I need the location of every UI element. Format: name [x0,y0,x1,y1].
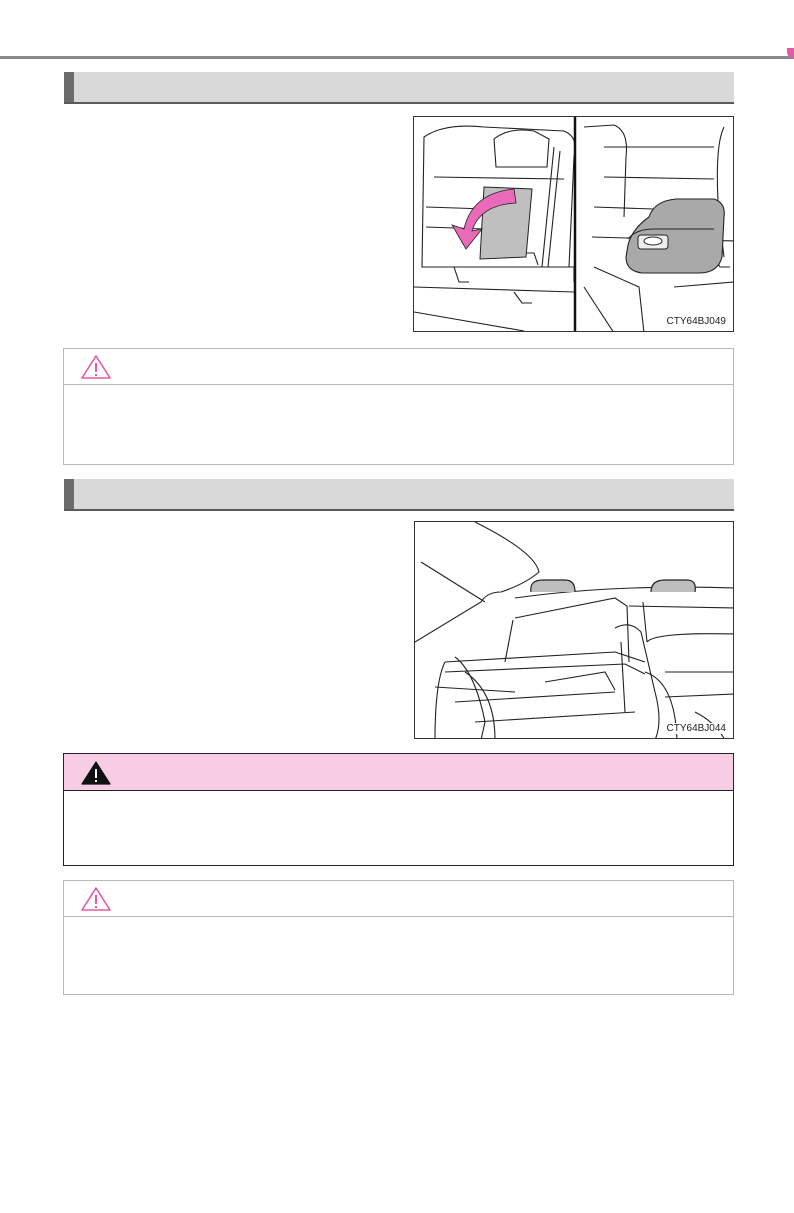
header-rule [0,56,794,59]
notice-body [64,385,733,405]
notice-body [64,917,733,937]
armrest-figure [413,116,734,332]
notice-box [63,348,734,465]
warning-header [64,754,733,791]
caution-triangle-icon [80,886,112,912]
warning-triangle-icon [80,760,112,786]
figure-code: CTY64BJ049 [666,316,726,327]
section-tab [64,479,74,509]
warning-body [64,791,733,811]
warning-box [63,753,734,866]
caution-triangle-icon [80,354,112,380]
assist-grip-illustration [415,522,734,739]
section-header-assist-grips [64,479,734,511]
notice-header [64,349,733,385]
assist-grip-figure [414,521,734,739]
section-tab [64,72,74,102]
armrest-fold-down-illustration [414,117,734,332]
notice-header [64,881,733,917]
figure-code: CTY64BJ044 [666,723,726,734]
notice-box [63,880,734,995]
page-edge-tab [787,48,794,58]
section-header-armrest [64,72,734,104]
